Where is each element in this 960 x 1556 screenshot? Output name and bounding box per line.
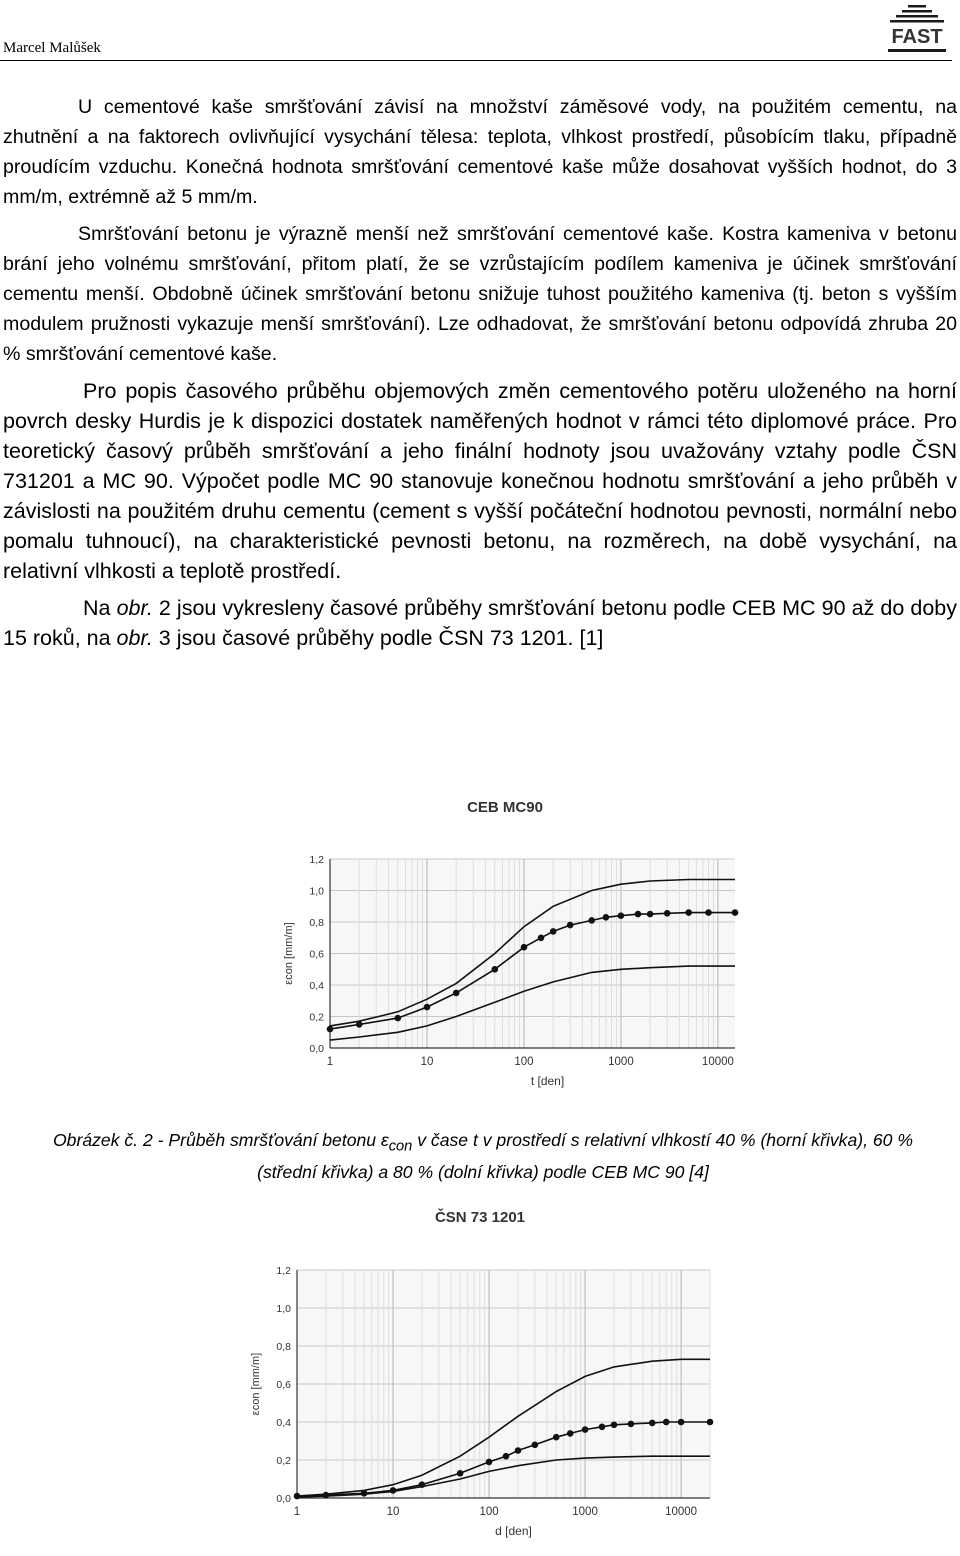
x-axis-label: t [den] xyxy=(530,1074,565,1088)
series-marker xyxy=(732,909,739,916)
caption-subscript: con xyxy=(388,1138,413,1155)
y-tick-label: 0,6 xyxy=(276,1379,291,1391)
x-tick-label: 10 xyxy=(386,1506,400,1518)
series-marker xyxy=(647,911,654,918)
paragraph-1: U cementové kaše smršťování závisí na množství záměsové vody, na použitém cementu, na zhutnění a na faktorech ovlivňující vysychání tělesa: teplota, vlhkost prostředí, působícím tlaku, případně proudícím vzduchu. Konečná hodnota smršťování cementové kaše může dosahovat vyšších hodnot, do 3 mm/m, extrémně až 5 mm/m. xyxy=(3,96,957,208)
series-marker xyxy=(599,1424,606,1431)
chart-ceb-mc90 xyxy=(255,790,755,1120)
series-marker xyxy=(664,910,671,917)
x-tick-label: 1 xyxy=(326,1056,334,1068)
y-tick-label: 0,2 xyxy=(276,1455,291,1467)
y-tick-label: 1,2 xyxy=(309,854,324,866)
series-marker xyxy=(705,909,712,916)
series-marker xyxy=(628,1421,635,1428)
p4-text-2: 2 jsou vykresleny časové průběhy smršťování betonu podle CEB MC 90 až do doby 15 roků, na xyxy=(3,596,957,650)
series-marker xyxy=(678,1419,685,1426)
y-tick-label: 0,0 xyxy=(309,1043,324,1055)
logo-text: FAST xyxy=(891,26,943,48)
x-tick-label: 1 xyxy=(293,1506,301,1518)
x-axis-label: d [den] xyxy=(495,1524,532,1538)
x-tick-label: 10000 xyxy=(665,1506,698,1518)
series-marker xyxy=(457,1470,464,1477)
x-tick-label: 1000 xyxy=(608,1056,634,1068)
series-marker xyxy=(515,1447,522,1454)
series-marker xyxy=(649,1420,656,1427)
chart-csn-731201 xyxy=(225,1200,725,1540)
x-tick-label: 100 xyxy=(479,1506,499,1518)
series-marker xyxy=(603,914,610,921)
series-marker xyxy=(356,1021,363,1028)
y-tick-label: 0,8 xyxy=(276,1341,291,1353)
paragraph-4 xyxy=(3,593,957,653)
series-marker xyxy=(521,944,528,951)
series-marker xyxy=(395,1015,402,1022)
series-marker xyxy=(532,1442,539,1449)
figure-ref-2: obr. xyxy=(116,596,153,620)
series-marker xyxy=(567,1430,574,1437)
series-marker xyxy=(611,1422,618,1429)
paragraph-2: Smršťování betonu je výrazně menší než smršťování cementové kaše. Kostra kameniva v betonu brání jeho volnému smršťování, přitom platí, že se vzrůstajícím podílem kameniva je účinek smršťování cementu menší. Obdobně účinek smršťování betonu snižuje tuhost použitého kameniva (tj. beton s vyšším modulem pružnosti vykazuje menší smršťování). Lze odhadovat, že smršťování betonu odpovídá zhruba 20 % smršťování cementové kaše. xyxy=(3,223,957,365)
series-marker xyxy=(635,911,642,918)
chart-title: ČSN 73 1201 xyxy=(434,1209,526,1226)
p4-text-3: 3 jsou časové průběhy podle ČSN 73 1201. [1] xyxy=(152,626,604,650)
body-text xyxy=(3,92,957,653)
figure-ref-3: obr. xyxy=(116,626,153,650)
x-tick-label: 10 xyxy=(420,1056,434,1068)
x-tick-label: 1000 xyxy=(572,1506,598,1518)
series-marker xyxy=(424,1004,431,1011)
series-marker xyxy=(492,966,499,973)
p4-text-1: Na xyxy=(83,596,117,620)
series-marker xyxy=(538,935,545,942)
series-marker xyxy=(553,1434,560,1441)
figure-caption xyxy=(28,1128,938,1185)
y-tick-label: 0,2 xyxy=(309,1011,324,1024)
series-marker xyxy=(567,922,574,929)
x-tick-label: 10000 xyxy=(701,1056,734,1068)
chart-title: CEB MC90 xyxy=(467,799,543,816)
series-marker xyxy=(618,912,625,919)
y-tick-label: 0,4 xyxy=(276,1417,291,1429)
series-marker xyxy=(707,1419,714,1426)
series-marker xyxy=(327,1026,334,1033)
series-marker xyxy=(550,928,557,935)
y-tick-label: 1,2 xyxy=(276,1265,291,1277)
series-marker xyxy=(663,1419,670,1426)
x-tick-label: 100 xyxy=(514,1056,534,1068)
caption-text-2: v čase t v prostředí s relativní vlhkostí 40 % (horní křivka), 60 % (střední křivka) a 80 % (dolní křivka) podle CEB MC 90 [4] xyxy=(257,1130,913,1182)
y-tick-label: 1,0 xyxy=(276,1303,291,1315)
y-tick-label: 0,4 xyxy=(309,980,324,992)
series-marker xyxy=(294,1493,301,1500)
y-axis-label: εcon [mm/m] xyxy=(250,1352,262,1416)
series-marker xyxy=(453,990,460,997)
series-marker xyxy=(582,1426,589,1433)
y-tick-label: 0,0 xyxy=(276,1493,291,1505)
series-marker xyxy=(486,1459,493,1466)
y-tick-label: 0,6 xyxy=(309,948,324,961)
series-marker xyxy=(685,909,692,916)
y-tick-label: 1,0 xyxy=(309,885,324,898)
y-tick-label: 0,8 xyxy=(309,917,324,929)
series-marker xyxy=(588,917,595,924)
y-axis-label: εcon [mm/m] xyxy=(283,922,295,985)
logo-bars-icon xyxy=(890,5,944,23)
fast-logo xyxy=(884,3,950,57)
series-marker xyxy=(323,1492,330,1499)
caption-text-1: Obrázek č. 2 - Průběh smršťování betonu ε xyxy=(53,1130,389,1150)
header-rule xyxy=(0,60,952,61)
series-marker xyxy=(503,1453,510,1460)
header-author: Marcel Malůšek xyxy=(3,40,101,56)
paragraph-3: Pro popis časového průběhu objemových změn cementového potěru uloženého na horní povrch desky Hurdis je k dispozici dostatek naměřených hodnot v rámci této diplomové práce. Pro teoretický časový průběh smršťování a jeho finální hodnoty jsou uvažovány vztahy podle ČSN 731201 a MC 90. Výpočet podle MC 90 stanovuje konečnou hodnotu smršťování a jeho průběh v závislosti na použitém druhu cementu (cement s vyšší počáteční hodnotou pevnosti, normální nebo pomalu tuhnoucí), na charakteristické pevnosti betonu, na rozměrech, na době vysychání, na relativní vlhkosti a teplotě prostředí. xyxy=(3,379,957,583)
